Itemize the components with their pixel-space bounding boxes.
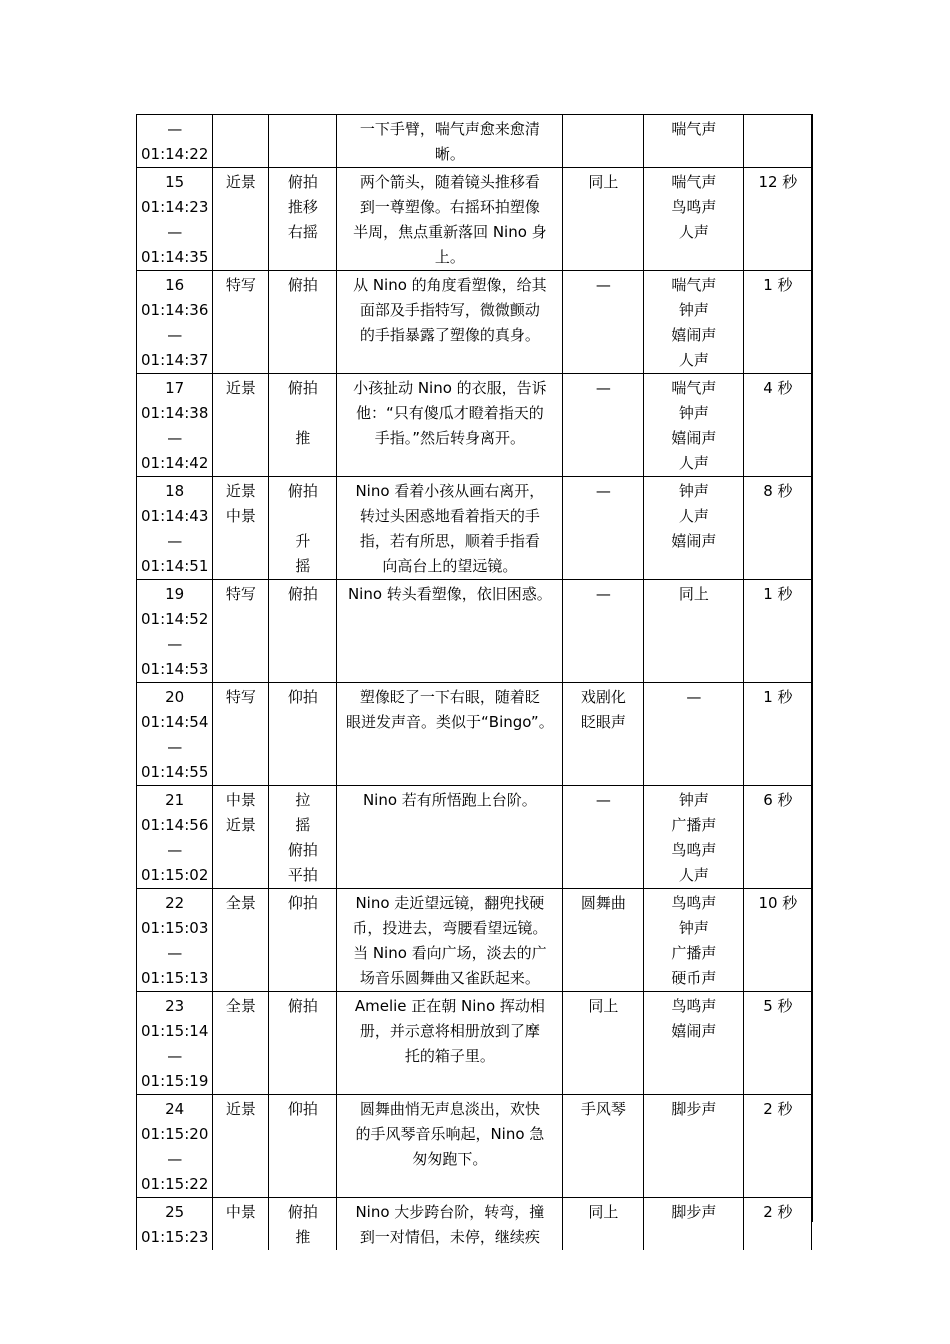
sound-line: 钟声 [678, 404, 709, 422]
camera-line: 俯拍 [287, 585, 318, 603]
description-line: 指，若有所思，顺着手指看 [359, 532, 540, 550]
music-cell [563, 889, 644, 992]
shot-line: 15 [165, 173, 185, 191]
music-cell [563, 477, 644, 580]
music-line: 同上 [588, 173, 619, 191]
sound-line: 人声 [678, 866, 709, 884]
shot-cell [137, 271, 213, 374]
music-line: 眨眼声 [580, 713, 626, 731]
shot-line: 16 [165, 276, 185, 294]
description-line: 到一对情侣，未停，继续疾 [359, 1228, 540, 1246]
shot-line: — [167, 532, 183, 550]
shot-line: 01:14:55 [141, 763, 209, 781]
camera-line: 拉 [295, 791, 311, 809]
sound-line: 喘气声 [671, 276, 717, 294]
music-cell [563, 271, 644, 374]
description-line: 托的箱子里。 [404, 1047, 495, 1065]
camera-line: 俯拍 [287, 841, 318, 859]
shot-line: 25 [165, 1203, 185, 1221]
music-line: — [595, 585, 611, 603]
description-line: 眼迸发声音。类似于“Bingo”。 [346, 713, 554, 731]
camera-line: 右摇 [287, 223, 318, 241]
music-line: 圆舞曲 [580, 894, 626, 912]
table-row [137, 168, 812, 271]
shot-line: 22 [165, 894, 185, 912]
sound-cell [644, 992, 744, 1095]
description-cell [337, 683, 563, 786]
shot-line: — [167, 1150, 183, 1168]
scale-cell [213, 683, 269, 786]
camera-cell [269, 168, 337, 271]
camera-line: 仰拍 [287, 688, 318, 706]
shot-line: 01:15:20 [141, 1125, 209, 1143]
music-cell [563, 374, 644, 477]
shot-line: 01:15:19 [141, 1072, 209, 1090]
sound-line: 喘气声 [671, 120, 717, 138]
music-cell [563, 168, 644, 271]
duration-cell [744, 477, 812, 580]
description-line: 场音乐圆舞曲又雀跃起来。 [359, 969, 540, 987]
description-line: Nino 大步跨台阶，转弯，撞 [355, 1203, 545, 1221]
scale-cell [213, 374, 269, 477]
scale-line: 近景 [225, 379, 256, 397]
music-cell [563, 683, 644, 786]
description-cell [337, 1095, 563, 1198]
duration-text: 2 秒 [763, 1100, 793, 1118]
shot-line: 17 [165, 379, 185, 397]
scale-line: 特写 [225, 585, 256, 603]
music-line: 手风琴 [580, 1100, 626, 1118]
duration-cell [744, 786, 812, 889]
camera-cell [269, 683, 337, 786]
shot-line: 01:15:22 [141, 1175, 209, 1193]
shot-line: 01:14:51 [141, 557, 209, 575]
scale-line: 全景 [225, 894, 256, 912]
shot-line: 01:15:03 [141, 919, 209, 937]
table-row [137, 115, 812, 168]
scale-line: 近景 [225, 816, 256, 834]
sound-cell [644, 168, 744, 271]
table-row [137, 1198, 812, 1251]
sound-line: 钟声 [678, 919, 709, 937]
duration-cell [744, 271, 812, 374]
description-line: 一下手臂，喘气声愈来愈清 [359, 120, 540, 138]
scale-line: 中景 [225, 507, 256, 525]
scale-line: 近景 [225, 482, 256, 500]
shot-line: 01:15:13 [141, 969, 209, 987]
scale-cell [213, 1095, 269, 1198]
table-row [137, 1095, 812, 1198]
sound-cell [644, 115, 744, 168]
sound-line: 鸟鸣声 [671, 198, 717, 216]
scale-cell [213, 1198, 269, 1251]
duration-cell [744, 374, 812, 477]
sound-line: 嬉闹声 [671, 1022, 717, 1040]
camera-line: 俯拍 [287, 997, 318, 1015]
shot-cell [137, 786, 213, 889]
shot-line: 01:14:53 [141, 660, 209, 678]
description-line: 到一尊塑像。右摇环拍塑像 [359, 198, 540, 216]
shot-cell [137, 115, 213, 168]
scale-line: 近景 [225, 1100, 256, 1118]
music-cell [563, 580, 644, 683]
shot-line: 24 [165, 1100, 185, 1118]
shot-cell [137, 683, 213, 786]
camera-line: 推 [295, 429, 311, 447]
music-line: — [595, 276, 611, 294]
description-cell [337, 374, 563, 477]
description-line: 册，并示意将相册放到了摩 [359, 1022, 540, 1040]
description-cell [337, 786, 563, 889]
duration-text: 2 秒 [763, 1203, 793, 1221]
sound-line: 广播声 [671, 816, 717, 834]
table-row [137, 271, 812, 374]
scale-line: 特写 [225, 688, 256, 706]
sound-line: 喘气声 [671, 379, 717, 397]
shot-line: 01:14:22 [141, 145, 209, 163]
description-line: Nino 走近望远镜，翻兜找硬 [355, 894, 545, 912]
camera-cell [269, 115, 337, 168]
scale-cell [213, 889, 269, 992]
scale-line: 中景 [225, 791, 256, 809]
shot-line: — [167, 738, 183, 756]
description-line: Nino 转头看塑像，依旧困惑。 [347, 585, 552, 603]
shot-cell [137, 168, 213, 271]
sound-line: 人声 [678, 454, 709, 472]
camera-cell [269, 580, 337, 683]
camera-line [273, 401, 332, 426]
description-line: 当 Nino 看向广场，淡去的广 [353, 944, 547, 962]
description-line: 手指。”然后转身离开。 [374, 429, 526, 447]
shot-line: 01:14:43 [141, 507, 209, 525]
music-cell [563, 115, 644, 168]
sound-cell [644, 374, 744, 477]
sound-line: 嬉闹声 [671, 429, 717, 447]
music-cell [563, 1095, 644, 1198]
sound-line: — [686, 688, 702, 706]
shot-cell [137, 1095, 213, 1198]
sound-cell [644, 683, 744, 786]
description-line: 面部及手指特写，微微颤动 [359, 301, 540, 319]
shot-line: 01:14:56 [141, 816, 209, 834]
sound-line: 人声 [678, 223, 709, 241]
scale-line: 中景 [225, 1203, 256, 1221]
description-cell [337, 889, 563, 992]
shot-line: 01:14:38 [141, 404, 209, 422]
scale-cell [213, 271, 269, 374]
music-cell [563, 992, 644, 1095]
shot-line: — [167, 944, 183, 962]
sound-cell [644, 786, 744, 889]
description-cell [337, 168, 563, 271]
shot-cell [137, 992, 213, 1095]
duration-cell [744, 168, 812, 271]
shot-line: 01:15:23 [141, 1228, 209, 1246]
duration-cell [744, 889, 812, 992]
sound-line: 鸟鸣声 [671, 894, 717, 912]
duration-text: 4 秒 [763, 379, 793, 397]
scale-cell [213, 115, 269, 168]
sound-line: 鸟鸣声 [671, 997, 717, 1015]
shot-line: 01:14:36 [141, 301, 209, 319]
description-line: 向高台上的望远镜。 [382, 557, 518, 575]
description-line: Nino 若有所悟跑上台阶。 [362, 791, 537, 809]
sound-line: 钟声 [678, 482, 709, 500]
shot-line: — [167, 841, 183, 859]
description-cell [337, 115, 563, 168]
music-cell [563, 786, 644, 889]
duration-cell [744, 115, 812, 168]
shot-line: 01:14:23 [141, 198, 209, 216]
description-cell [337, 580, 563, 683]
shot-cell [137, 580, 213, 683]
duration-cell [744, 580, 812, 683]
duration-cell [744, 683, 812, 786]
shot-line: 18 [165, 482, 185, 500]
camera-line: 摇 [295, 557, 311, 575]
shot-line: 01:14:42 [141, 454, 209, 472]
camera-line: 平拍 [287, 866, 318, 884]
duration-text: 1 秒 [763, 585, 793, 603]
music-line: 同上 [588, 1203, 619, 1221]
sound-line: 喘气声 [671, 173, 717, 191]
shot-cell [137, 374, 213, 477]
camera-line: 仰拍 [287, 894, 318, 912]
description-cell [337, 1198, 563, 1251]
camera-line: 俯拍 [287, 173, 318, 191]
camera-cell [269, 374, 337, 477]
duration-text: 6 秒 [763, 791, 793, 809]
description-line: Amelie 正在朝 Nino 挥动相 [354, 997, 545, 1015]
storyboard-table [136, 114, 812, 1250]
music-line: — [595, 791, 611, 809]
camera-cell [269, 786, 337, 889]
scale-cell [213, 992, 269, 1095]
camera-cell [269, 889, 337, 992]
camera-line: 俯拍 [287, 276, 318, 294]
shot-line: 01:14:52 [141, 610, 209, 628]
camera-cell [269, 1095, 337, 1198]
camera-cell [269, 477, 337, 580]
sound-line: 嬉闹声 [671, 326, 717, 344]
description-line: 小孩扯动 Nino 的衣服，告诉 [353, 379, 547, 397]
scale-cell [213, 786, 269, 889]
music-cell [563, 1198, 644, 1251]
description-line: Nino 看着小孩从画右离开， [355, 482, 545, 500]
duration-cell [744, 1198, 812, 1251]
description-line: 的手风琴音乐响起，Nino 急 [355, 1125, 545, 1143]
music-line: 同上 [588, 997, 619, 1015]
table-row [137, 786, 812, 889]
shot-line: 01:14:35 [141, 248, 209, 266]
description-line: 晰。 [434, 145, 465, 163]
table-row [137, 374, 812, 477]
sound-line: 硬币声 [671, 969, 717, 987]
description-line: 的手指暴露了塑像的真身。 [359, 326, 540, 344]
description-line: 圆舞曲悄无声息淡出，欢快 [359, 1100, 540, 1118]
shot-line: — [167, 120, 183, 138]
duration-text: 1 秒 [763, 276, 793, 294]
shot-line: 01:14:37 [141, 351, 209, 369]
duration-text: 8 秒 [763, 482, 793, 500]
description-cell [337, 271, 563, 374]
shot-line: 01:14:54 [141, 713, 209, 731]
sound-line: 广播声 [671, 944, 717, 962]
sound-line: 人声 [678, 351, 709, 369]
description-line: 他：“只有傻瓜才瞪着指天的 [355, 404, 544, 422]
shot-line: — [167, 1047, 183, 1065]
camera-line: 俯拍 [287, 379, 318, 397]
camera-line: 仰拍 [287, 1100, 318, 1118]
music-line: — [595, 482, 611, 500]
scale-cell [213, 477, 269, 580]
camera-cell [269, 1198, 337, 1251]
duration-text: 10 秒 [758, 894, 798, 912]
duration-text: 5 秒 [763, 997, 793, 1015]
camera-line [273, 504, 332, 529]
camera-line: 俯拍 [287, 482, 318, 500]
sound-line: 钟声 [678, 791, 709, 809]
description-line: 匆匆跑下。 [412, 1150, 488, 1168]
sound-line: 同上 [678, 585, 709, 603]
description-line: 上。 [434, 248, 465, 266]
camera-line: 摇 [295, 816, 311, 834]
sound-cell [644, 477, 744, 580]
shot-line: — [167, 635, 183, 653]
shot-line: 19 [165, 585, 185, 603]
duration-cell [744, 992, 812, 1095]
description-cell [337, 477, 563, 580]
sound-cell [644, 580, 744, 683]
description-line: 塑像眨了一下右眼，随着眨 [359, 688, 540, 706]
description-line: 从 Nino 的角度看塑像，给其 [353, 276, 547, 294]
duration-text: 12 秒 [758, 173, 798, 191]
table-row [137, 580, 812, 683]
camera-line: 推移 [287, 198, 318, 216]
sound-line: 人声 [678, 507, 709, 525]
sound-cell [644, 1198, 744, 1251]
sound-cell [644, 1095, 744, 1198]
shot-line: 01:15:02 [141, 866, 209, 884]
music-line: — [595, 379, 611, 397]
sound-cell [644, 889, 744, 992]
camera-line: 升 [295, 532, 311, 550]
duration-text: 1 秒 [763, 688, 793, 706]
sound-line: 钟声 [678, 301, 709, 319]
shot-line: 23 [165, 997, 185, 1015]
table-row [137, 889, 812, 992]
shot-line: — [167, 326, 183, 344]
shot-line: — [167, 223, 183, 241]
description-cell [337, 992, 563, 1095]
shot-line: — [167, 429, 183, 447]
scale-cell [213, 580, 269, 683]
scale-line: 特写 [225, 276, 256, 294]
sound-line: 脚步声 [671, 1100, 717, 1118]
scale-cell [213, 168, 269, 271]
shot-line: 01:15:14 [141, 1022, 209, 1040]
description-line: 转过头困惑地看着指天的手 [359, 507, 540, 525]
shot-line: 21 [165, 791, 185, 809]
camera-line: 推 [295, 1228, 311, 1246]
table-right-border [812, 114, 813, 1222]
scale-line: 全景 [225, 997, 256, 1015]
table-row [137, 992, 812, 1095]
shot-cell [137, 1198, 213, 1251]
music-line: 戏剧化 [580, 688, 626, 706]
shot-cell [137, 889, 213, 992]
table-row [137, 477, 812, 580]
camera-line: 俯拍 [287, 1203, 318, 1221]
shot-line: 20 [165, 688, 185, 706]
sound-line: 脚步声 [671, 1203, 717, 1221]
camera-cell [269, 271, 337, 374]
duration-cell [744, 1095, 812, 1198]
description-line: 两个箭头，随着镜头推移看 [359, 173, 540, 191]
sound-line: 嬉闹声 [671, 532, 717, 550]
sound-line: 鸟鸣声 [671, 841, 717, 859]
camera-cell [269, 992, 337, 1095]
description-line: 币，投进去，弯腰看望远镜。 [352, 919, 548, 937]
sound-cell [644, 271, 744, 374]
table-row [137, 683, 812, 786]
shot-cell [137, 477, 213, 580]
scale-line: 近景 [225, 173, 256, 191]
description-line: 半周，焦点重新落回 Nino 身 [353, 223, 547, 241]
